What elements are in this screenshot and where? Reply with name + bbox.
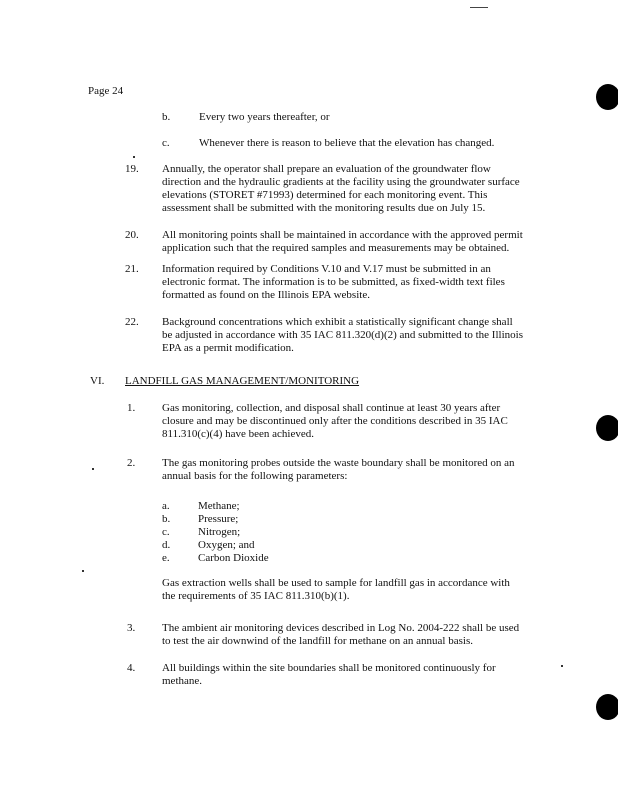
condition-22: Background concentrations which exhibit a statistically significant change shall be adjusted in accordance with 35 IAC 811.320(d)(2) and submitted to the Illinois EPA as a permit modification. <box>162 316 523 354</box>
scan-speck <box>92 468 94 470</box>
gas-extraction-text: Gas extraction wells shall be used to sample for landfill gas in accordance with the requirements of 35 IAC 811.310(b)(1). <box>162 577 510 602</box>
item-number: 2. <box>127 457 136 469</box>
punch-hole <box>596 694 618 720</box>
item-number: 3. <box>127 622 136 634</box>
scan-speck <box>82 570 84 572</box>
page-label: Page 24 <box>88 85 124 97</box>
section-number: VI. <box>90 375 105 387</box>
condition-number: 20. <box>125 229 139 241</box>
section-vi-item-4: All buildings within the site boundaries shall be monitored continuously for methane. <box>162 662 496 687</box>
item-text: Whenever there is reason to believe that the elevation has changed. <box>199 137 495 149</box>
punch-hole <box>596 415 618 441</box>
item-number: 4. <box>127 662 136 674</box>
condition-20: All monitoring points shall be maintained in accordance with the approved permit application such that the required samples and measurements may be obtained. <box>162 229 523 254</box>
section-vi-item-2: The gas monitoring probes outside the waste boundary shall be monitored on an annual basis for the following parameters: <box>162 457 515 482</box>
section-heading: LANDFILL GAS MANAGEMENT/MONITORING <box>125 375 360 387</box>
parameter-list: Methane; Pressure; Nitrogen; Oxygen; and Carbon Dioxide <box>198 500 269 564</box>
condition-number: 22. <box>125 316 139 328</box>
condition-number: 19. <box>125 163 139 175</box>
section-vi-item-1: Gas monitoring, collection, and disposal shall continue at least 30 years after closure and may be discontinued only after the conditions described in 35 IAC 811.310(c)(4) have been achieved. <box>162 402 508 440</box>
item-text: Every two years thereafter, or <box>199 111 330 123</box>
punch-hole <box>596 84 618 110</box>
condition-21: Information required by Conditions V.10 and V.17 must be submitted in an electronic format. The information is to be submitted, as fixed-width text files formatted as found on the Illinois EPA website. <box>162 263 505 301</box>
item-marker: c. <box>162 137 170 149</box>
section-vi-item-3: The ambient air monitoring devices described in Log No. 2004-222 shall be used to test the air downwind of the landfill for methane on an annual basis. <box>162 622 520 647</box>
scan-mark <box>470 7 488 8</box>
condition-number: 21. <box>125 263 139 275</box>
scan-speck <box>133 156 135 158</box>
item-marker: b. <box>162 111 171 123</box>
condition-19: Annually, the operator shall prepare an evaluation of the groundwater flow direction and the hydraulic gradients at the facility using the groundwater surface elevations (STORET #71993) determined for each monitoring event. This assessment shall be submitted with the monitoring results due on July 15. <box>162 163 520 214</box>
scan-speck <box>561 665 563 667</box>
parameter-markers: a. b. c. d. e. <box>162 500 171 564</box>
item-number: 1. <box>127 402 136 414</box>
